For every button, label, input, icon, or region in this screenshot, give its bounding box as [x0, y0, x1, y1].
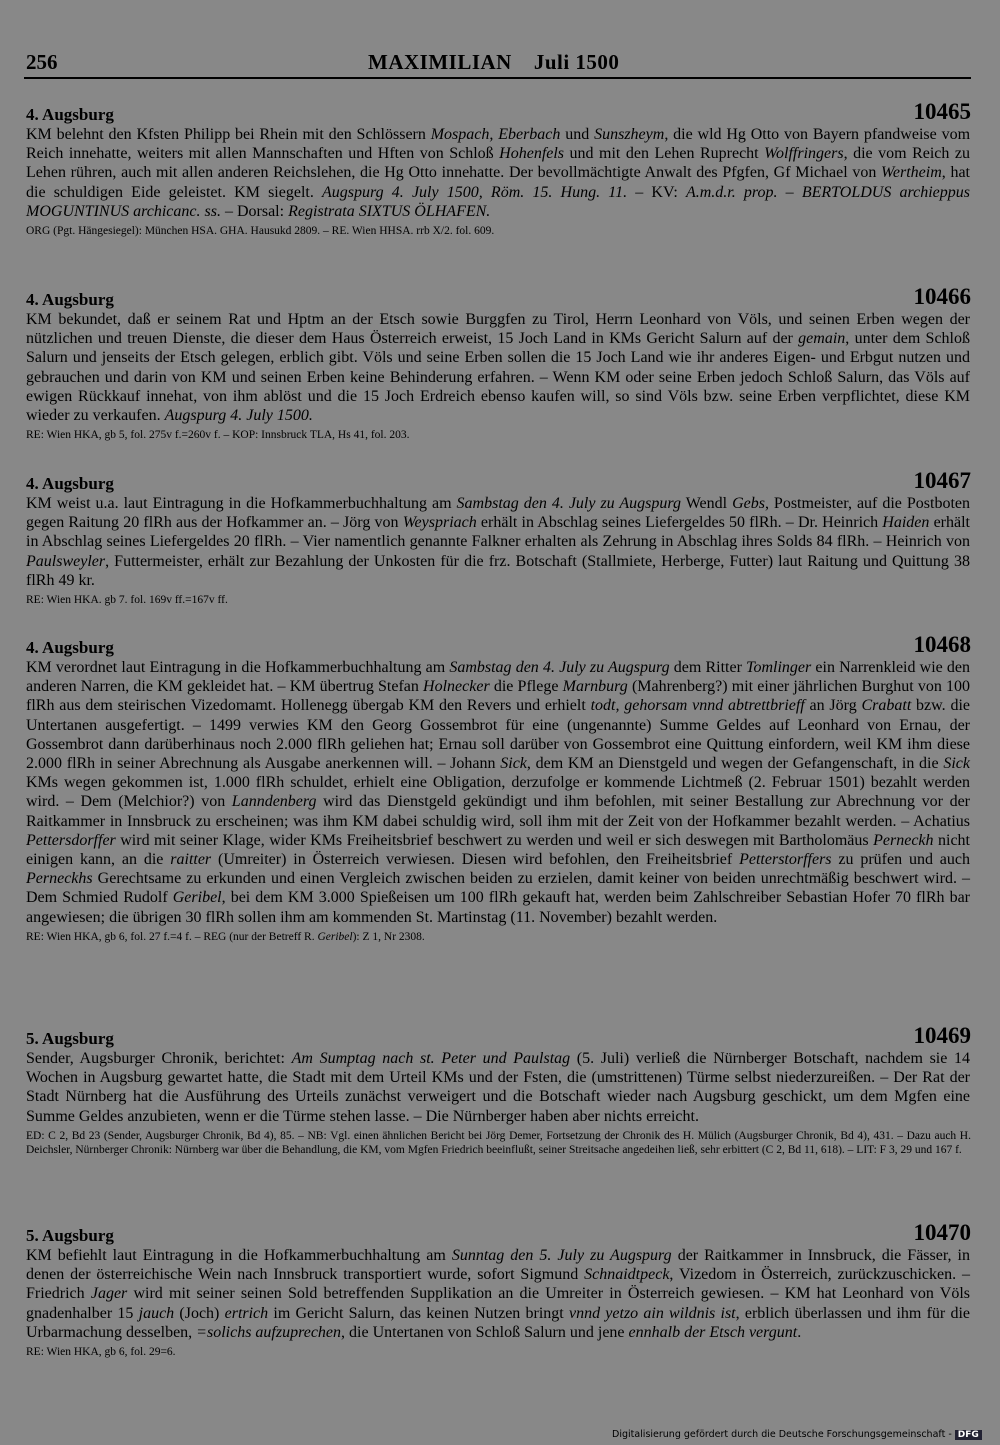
entry-source: RE: Wien HKA, gb 6, fol. 27 f.=4 f. – REG (nur der Betreff R. Geribel): Z 1, Nr 2308. [26, 930, 425, 943]
entry-heading [24, 99, 971, 125]
running-title [368, 50, 619, 75]
entry-source: ORG (Pgt. Hängesiegel): München HSA. GHA. Hausukd 2809. – RE. Wien HHSA. rrb X/2. fol. 609. [26, 225, 495, 238]
entry-text: KM belehnt den Kfsten Philipp bei Rhein mit den Schlössern Mospach, Eberbach und Sunszheym, die wld Hg Otto von Bayern pfandweise vom Reich innehatte, weiters mit allen Mannschaften und Hften von Schloß Hohenfels und mit den Lehen Ruprecht Wolffringers, die vom Reich zu Lehen rühren, auch mit allen anderen Reichslehen, die Hg Otto innehatte. Der bevollmächtigte Anwalt des Pfgfen, Gf Michael von Wertheim, hat die schuldigen Eide geleistet. KM siegelt. Augspurg 4. July 1500, Röm. 15. Hung. 11. – KV: A.m.d.r. prop. – BERTOLDUS archieppus MOGUNTINUS archicanc. ss. – Dorsal: Registrata SIXTUS ÖLHAFEN. [26, 126, 971, 220]
funding-note: Digitalisierung gefördert durch die Deutsche Forschungsgemeinschaft - [612, 1429, 952, 1440]
entry-number: 10466 [913, 284, 971, 309]
entry-text: KM weist u.a. laut Eintragung in die Hofkammerbuchhaltung am Sambstag den 4. July zu Augspurg Wendl Gebs, Postmeister, auf die Postboten gegen Raitung 20 flRh aus der Hofkammer an. – Jörg von Weyspriach erhält in Abschlag seines Liefergeldes 50 flRh. – Dr. Heinrich Haiden erhält in Abschlag seines Liefergeldes 20 flRh. – Vier namentlich genannte Falkner erhalten als Zehrung in Abschlag ihres Solds 84 flRh. – Heinrich von Paulsweyler, Futtermeister, erhält zur Bezahlung der Unkosten für die frz. Botschaft (Stallmiete, Herberge, Futter) laut Raitung und Quittung 38 flRh 49 kr. [26, 495, 971, 589]
entry-place-date: 4. Augsburg [26, 474, 114, 493]
regest-entry-10468 [24, 632, 971, 944]
entry-place-date: 4. Augsburg [26, 105, 114, 124]
running-title-name: MAXIMILIAN [368, 50, 512, 74]
entry-source: RE: Wien HKA. gb 7. fol. 169v ff.=167v ff. [26, 594, 228, 607]
entry-number: 10470 [913, 1220, 971, 1245]
entry-place-date: 4. Augsburg [26, 638, 114, 657]
entry-place-date: 4. Augsburg [26, 290, 114, 309]
entry-text: Sender, Augsburger Chronik, berichtet: Am Sumptag nach st. Peter und Paulstag (5. Juli) verließ die Nürnberger Botschaft, nachdem sie 14 Wochen in Augsburg gewartet hatte, die Stadt mit dem Urteil KMs und der Fsten, die (umstrittenen) Türme selbst niederzureißen. – Der Rat der Stadt Nürnberg hat die Ausführung des Urteils zunächst verweigert und die Botschaft wieder nach Augsburg geschickt, um dem Mgfen eine Summe Geldes anzubieten, wenn er die Türme stehen lasse. – Die Nürnberger haben aber nichts erreicht. [26, 1050, 971, 1125]
entry-source: ED: C 2, Bd 23 (Sender, Augsburger Chronik, Bd 4), 85. – NB: Vgl. einen ähnlichen Bericht bei Jörg Demer, Fortsetzung der Chronik des H. Mülich (Augsburger Chronik, Bd 4), 431. – Dazu auch H. Deichsler, Nürnberger Chronik: Nürnberg war über die Behandlung, die KM, vom Mgfen Friedrich beeinflußt, seiner Streitsache angedeihen ließ, sehr erbittert (C 2, Bd 11, 618). – LIT: F 3, 29 und 167 f. [26, 1129, 971, 1156]
dfg-logo: DFG [955, 1430, 982, 1440]
funding-footer [612, 1429, 997, 1443]
regest-entry-10466 [24, 284, 971, 442]
regest-entry-10470 [24, 1220, 971, 1359]
entry-source: RE: Wien HKA, gb 6, fol. 29=6. [26, 1346, 176, 1359]
entry-text: KM befiehlt laut Eintragung in die Hofkammerbuchhaltung am Sunntag den 5. July zu Augspurg der Raitkammer in Innsbruck, die Fässer, in denen der österreichische Wein nach Innsbruck transportiert wurde, sofort Sigmund Schnaidtpeck, Vizedom in Österreich, zurückzuschicken. – Friedrich Jager wird mit seiner seinen Sold betreffenden Supplikation an die Umreiter in Österreich gewiesen. – KM hat Leonhard von Völs gnadenhalber 15 jauch (Joch) ertrich im Gericht Salurn, das keinen Nutzen bringt vnnd yetzo ain wildnis ist, erblich überlassen und ihm für die Urbarmachung desselben, =solichs aufzuprechen, die Untertanen von Schloß Salurn und jene ennhalb der Etsch vergunt. [26, 1247, 971, 1341]
running-head [24, 50, 971, 80]
entry-heading [24, 468, 971, 494]
entry-number: 10467 [913, 468, 971, 493]
entry-heading [24, 632, 971, 658]
entry-place-date: 5. Augsburg [26, 1226, 114, 1245]
regest-entry-10465 [24, 99, 971, 238]
entry-source: RE: Wien HKA, gb 5, fol. 275v f.=260v f. – KOP: Innsbruck TLA, Hs 41, fol. 203. [26, 429, 410, 442]
entry-text: KM verordnet laut Eintragung in die Hofkammerbuchhaltung am Sambstag den 4. July zu Augspurg dem Ritter Tomlinger ein Narrenkleid wie den anderen Narren, die KM gekleidet hat. – KM übertrug Stefan Holnecker die Pflege Marnburg (Mahrenberg?) mit einer jährlichen Burghut von 100 flRh aus dem steirischen Vizedomamt. Hollenegg übergab KM den Revers und erhielt todt, gehorsam vnnd abtrettbrieff an Jörg Crabatt bzw. die Untertanen ausgefertigt. – 1499 verwies KM den Georg Gossembrot für eine (ungenannte) Summe Geldes auf Leonhard von Ernau, der Gossembrot dann darüberhinaus noch 2.000 flRh geliehen hat; Ernau soll darüber von Gossembrot eine Quittung einfordern, weil KM ihm diese 2.000 flRh in seiner Abrechnung als Ausgabe anerkennen will. – Johann Sick, dem KM an Dienstgeld und wegen der Gefangenschaft, in die Sick KMs wegen gekommen ist, 1.000 flRh schuldet, erhielt eine Obligation, derzufolge er kommende Lichtmeß (2. Februar 1501) bezahlt werden wird. – Dem (Melchior?) von Lanndenberg wird das Dienstgeld gekündigt und ihm befohlen, mit seiner Bestallung zur Abrechnung vor der Raitkammer in Innsbruck zu erscheinen; was ihm KM dabei schuldig wird, soll ihm mit der Zeit von der Hofkammer bezahlt werden. – Achatius Pettersdorffer wird mit seiner Klage, wider KMs Freiheitsbrief beschwert zu werden und weil er sich deswegen mit Bartholomäus Perneckh nicht einigen kann, an die raitter (Umreiter) in Österreich verwiesen. Diesen wird befohlen, den Freiheitsbrief Petterstorffers zu prüfen und auch Perneckhs Gerechtsame zu erkunden und einen Vergleich zwischen beiden zu erzielen, damit keiner von beiden unrechtmäßig beschwert wird. – Dem Schmied Rudolf Geribel, bei dem KM 3.000 Spießeisen um 100 flRh gekauft hat, werden beim Zahlschreiber Sebastian Hofer 70 flRh bar angewiesen; die übrigen 30 flRh sollen ihm am kommenden St. Martinstag (11. November) bezahlt werden. [26, 659, 971, 926]
entry-place-date: 5. Augsburg [26, 1029, 114, 1048]
entry-heading [24, 1220, 971, 1246]
regest-entry-10469 [24, 1023, 971, 1157]
entry-number: 10468 [913, 632, 971, 657]
entry-heading [24, 1023, 971, 1049]
entry-number: 10465 [913, 99, 971, 124]
running-title-date: Juli 1500 [533, 50, 620, 74]
entry-heading [24, 284, 971, 310]
regest-entry-10467 [24, 468, 971, 607]
entry-text: KM bekundet, daß er seinem Rat und Hptm an der Etsch sowie Burggfen zu Tirol, Herrn Leonhard von Völs, und seinen Erben wegen der nützlichen und treuen Dienste, die dieser dem Haus Österreich erweist, 15 Joch Land in KMs Gericht Salurn auf der gemain, unter dem Schloß Salurn und jenseits der Etsch gelegen, erblich gibt. Völs und seine Erben sollen die 15 Joch Land wie ihr anderes Eigen- und Erbgut nutzen und gebrauchen und darin von KM und seinen Erben keine Behinderung erfahren. – Wenn KM oder seine Erben jedoch Schloß Salurn, das Völs auf ewigen Rückkauf innehat, von ihm ablöst und die 15 Joch Erdreich ebenso kaufen will, so sind Völs bzw. seine Erben verpflichtet, diese KM wieder zu verkaufen. Augspurg 4. July 1500. [26, 311, 970, 425]
header-rule [24, 77, 971, 79]
page-number: 256 [26, 50, 58, 74]
entry-number: 10469 [913, 1023, 971, 1048]
